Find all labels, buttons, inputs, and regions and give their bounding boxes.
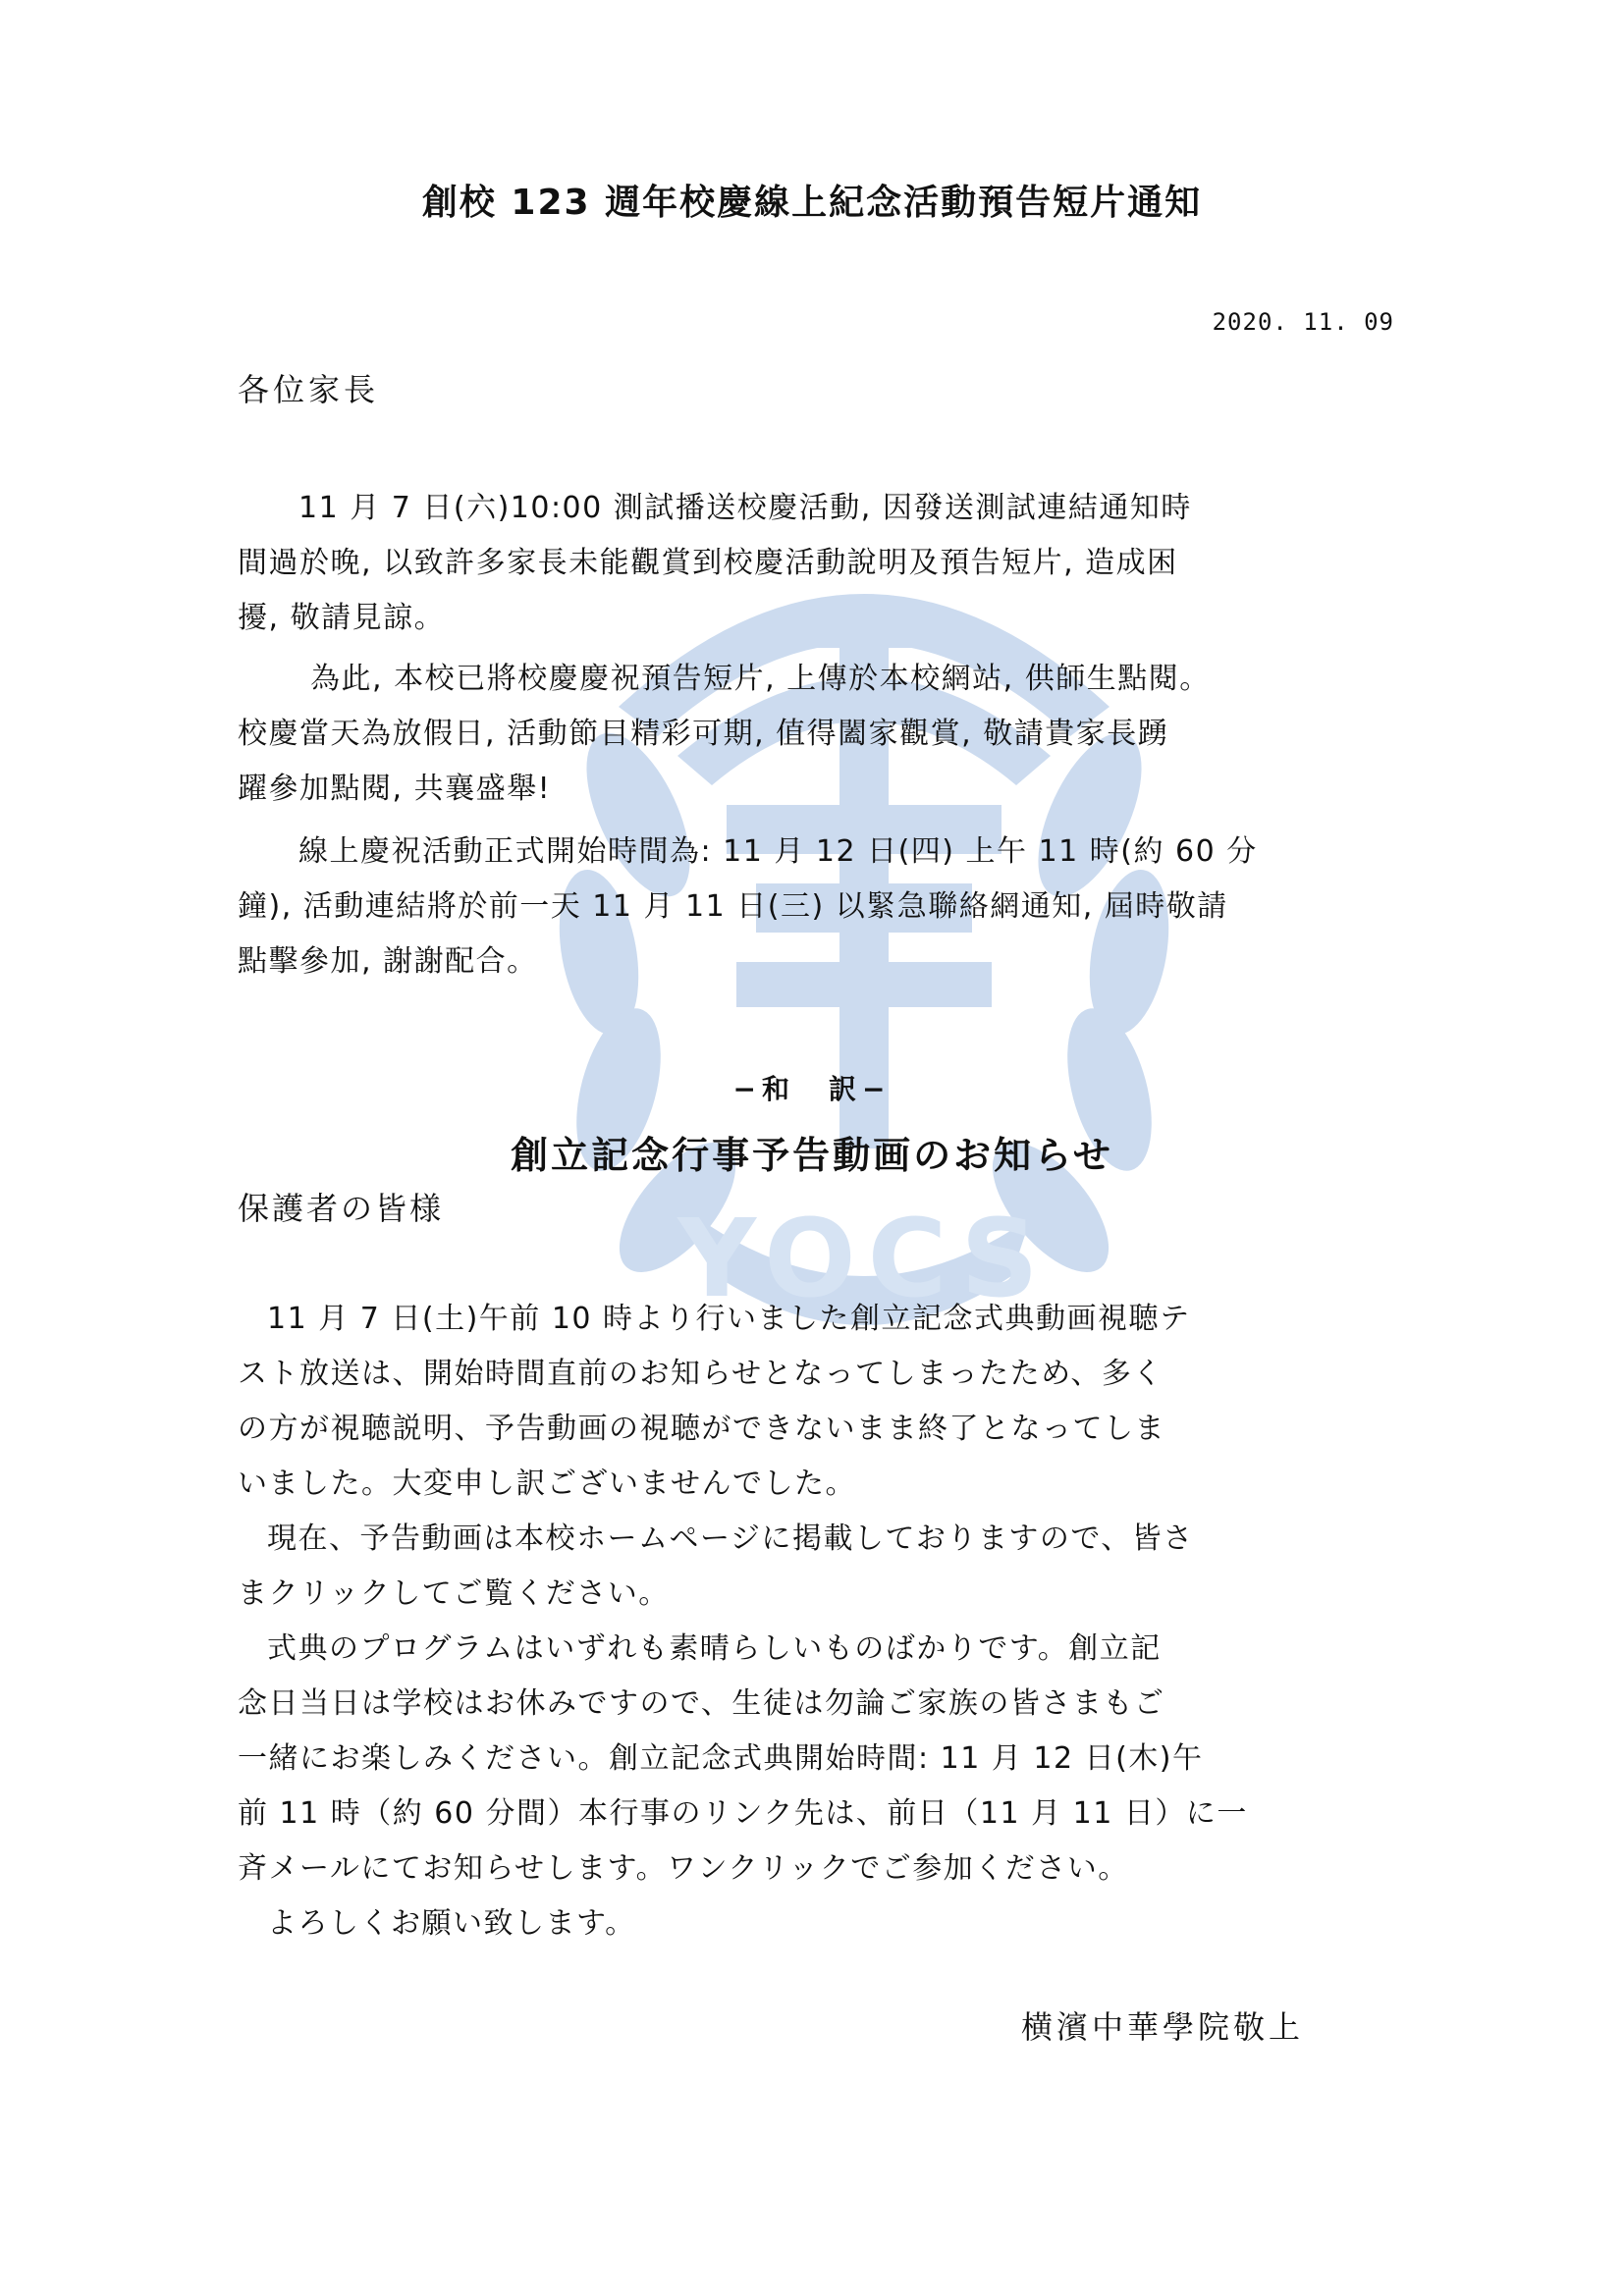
- text-line: 擾, 敬請見諒。: [238, 601, 446, 635]
- jp-paragraph-2: [238, 1512, 1394, 1622]
- text-line: まクリックしてご覧ください。: [238, 1576, 670, 1611]
- document-title-jp: 創立記念行事予告動画のお知らせ: [511, 1134, 1113, 1177]
- salutation-jp: 保護者の皆様: [238, 1190, 445, 1227]
- jp-paragraph-4: [238, 1896, 1394, 1951]
- text-line: 校慶當天為放假日, 活動節目精彩可期, 值得闔家觀賞, 敬請貴家長踴: [238, 717, 1169, 751]
- text-line: 11 月 7 日(土)午前 10 時より行いました創立記念式典動画視聴テ: [267, 1302, 1191, 1336]
- text-line: いました。大変申し訳ございませんでした。: [238, 1467, 856, 1501]
- text-line: 11 月 7 日(六)10:00 測試播送校慶活動, 因發送測試連結通知時: [298, 491, 1192, 525]
- text-line: よろしくお願い致します。: [267, 1906, 636, 1941]
- zh-paragraph-2: [238, 652, 1394, 817]
- zh-paragraph-1: [238, 481, 1394, 646]
- text-line: 間過於晚, 以致許多家長未能觀賞到校慶活動說明及預告短片, 造成困: [238, 546, 1178, 580]
- text-line: 現在、予告動画は本校ホームページに掲載しておりますので、皆さ: [267, 1522, 1194, 1556]
- salutation-zh: 各位家長: [238, 371, 380, 408]
- text-line: の方が視聴説明、予告動画の視聴ができないまま終了となってしま: [238, 1412, 1165, 1446]
- text-line: 躍參加點閱, 共襄盛舉!: [238, 772, 552, 806]
- text-line: 式典のプログラムはいずれも素晴らしいものばかりです。創立記: [267, 1631, 1162, 1666]
- text-line: 一緒にお楽しみください。創立記念式典開始時間: 11 月 12 日(木)午: [238, 1741, 1204, 1776]
- watermark-text: YOCS: [677, 1196, 1051, 1321]
- jp-paragraph-1: [238, 1292, 1394, 1512]
- text-line: 鐘), 活動連結將於前一天 11 月 11 日(三) 以緊急聯絡網通知, 屆時敬請: [238, 889, 1228, 924]
- text-line: 前 11 時（約 60 分間）本行事のリンク先は、前日（11 月 11 日）に一: [238, 1796, 1248, 1831]
- zh-paragraph-3: [238, 825, 1394, 989]
- document-title-zh: 創校 123 週年校慶線上紀念活動預告短片通知: [421, 183, 1203, 223]
- document-date: 2020. 11. 09: [1212, 308, 1394, 336]
- jp-paragraph-3: [238, 1622, 1394, 1896]
- text-line: 為此, 本校已將校慶慶祝預告短片, 上傳於本校網站, 供師生點閱。: [310, 662, 1211, 696]
- translation-heading: −和 訳−: [732, 1073, 892, 1105]
- text-line: 念日当日は学校はお休みですので、生徒は勿論ご家族の皆さまもご: [238, 1686, 1165, 1721]
- signature: 横濱中華學院敬上: [1021, 2008, 1305, 2046]
- text-line: スト放送は、開始時間直前のお知らせとなってしまったため、多く: [238, 1357, 1164, 1391]
- text-line: 斉メールにてお知らせします。ワンクリックでご参加ください。: [238, 1851, 1129, 1886]
- text-line: 點擊參加, 謝謝配合。: [238, 944, 538, 979]
- text-line: 線上慶祝活動正式開始時間為: 11 月 12 日(四) 上午 11 時(約 60 分: [298, 834, 1258, 869]
